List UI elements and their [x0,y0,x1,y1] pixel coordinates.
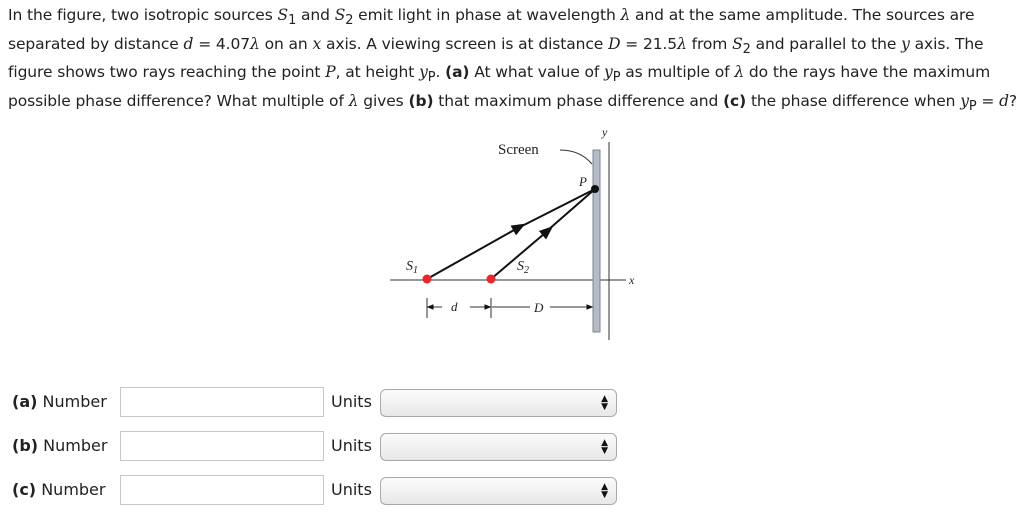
answer-label-c: (c) Number [12,480,106,499]
screen-label: Screen [498,142,539,158]
screen-pointer-line [560,150,592,164]
x-axis-label: x [629,273,635,287]
up-down-arrows-icon: ▲ ▼ [601,482,608,500]
d-dimension-label: d [451,299,458,314]
s2-label: $S_2$ [517,259,529,276]
physics-figure [380,120,660,345]
s1-label: $S_1$ [406,259,418,276]
source-s2-dot [487,275,496,284]
question-text: In the figure, two isotropic sources $S_1$ and $S_2$ emit light in phase at wavelength λ and at the same amplitude. The sources are separated by distance d = 4.07λ on an x axis. A viewing screen is at distance D = 21.5λ from $S_2$ and parallel to the y axis. The figure shows two rays reaching the point P, at height $y_P$. (a) At what value of $y_P$ as multiple of λ do the rays have the maximum possible phase difference? What multiple of λ gives (b) that maximum phase difference and (c) the phase difference when $y_P = d$? [8,6,1018,114]
number-input-b[interactable] [120,431,324,461]
D-dimension-label: D [534,300,544,315]
ray-s1 [427,225,523,279]
units-select-b[interactable] [380,433,617,461]
units-select-c[interactable] [380,477,617,505]
number-input-c[interactable] [120,475,324,505]
up-down-arrows-icon: ▲ ▼ [601,394,608,412]
y-axis-label: y [602,125,608,139]
answer-label-a: (a) Number [12,392,107,411]
units-select-a[interactable] [380,389,617,417]
source-s1-dot [423,275,432,284]
up-down-arrows-icon: ▲ ▼ [601,438,608,456]
units-label-a: Units [331,392,372,411]
units-label-c: Units [331,480,372,499]
number-input-a[interactable] [120,387,324,417]
screen-bar [593,150,600,332]
units-label-b: Units [331,436,372,455]
answer-label-b: (b) Number [12,436,108,455]
point-p-label: P [579,174,587,189]
point-p [591,185,599,193]
